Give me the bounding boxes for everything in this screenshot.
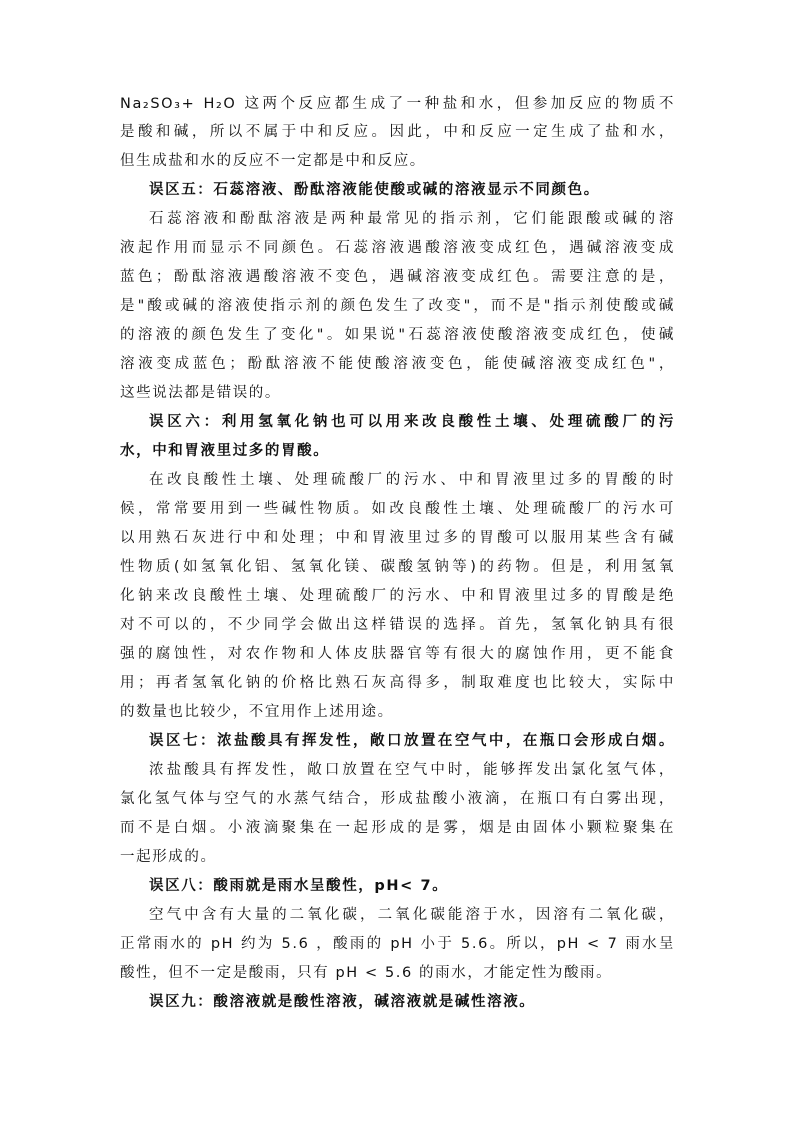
text-line: 正常雨水的 pH 约为 5.6 ，酸雨的 pH 小于 5.6。所以，pH < 7 雨水呈 bbox=[120, 936, 675, 952]
text-line: 化钠来改良酸性土壤、处理硫酸厂的污水、中和胃液里过多的胃酸是绝 bbox=[120, 588, 675, 604]
text-line: 氯化氢气体与空气的水蒸气结合，形成盐酸小液滴，在瓶口有白雾出现， bbox=[120, 791, 675, 807]
section-heading: 误区九：酸溶液就是酸性溶液，碱溶液就是碱性溶液。 bbox=[149, 994, 536, 1010]
text-line: 候，常常要用到一些碱性物质。如改良酸性土壤、处理硫酸厂的污水可 bbox=[120, 501, 675, 517]
text-line: 用；再者氢氧化钠的价格比熟石灰高得多，制取难度也比较大，实际中 bbox=[120, 675, 675, 691]
text-line: 强的腐蚀性，对农作物和人体皮肤器官等有很大的腐蚀作用，更不能食 bbox=[120, 646, 675, 662]
text-line: 以用熟石灰进行中和处理；中和胃液里过多的胃酸可以服用某些含有碱 bbox=[120, 530, 675, 546]
section-heading: 误区六：利用氢氧化钠也可以用来改良酸性土壤、处理硫酸厂的污 bbox=[149, 414, 675, 430]
text-line: 蓝色；酚酞溶液遇酸溶液不变色，遇碱溶液变成红色。需要注意的是， bbox=[120, 269, 675, 285]
text-line: 对不可以的，不少同学会做出这样错误的选择。首先，氢氧化钠具有很 bbox=[120, 617, 675, 633]
section-heading: 误区七：浓盐酸具有挥发性，敞口放置在空气中，在瓶口会形成白烟。 bbox=[149, 733, 675, 749]
text-line: 浓盐酸具有挥发性，敞口放置在空气中时，能够挥发出氯化氢气体， bbox=[149, 762, 675, 778]
text-line: 一起形成的。 bbox=[120, 849, 217, 865]
text-line: 性物质(如氢氧化铝、氢氧化镁、碳酸氢钠等)的药物。但是，利用氢氧 bbox=[120, 559, 675, 575]
section-heading: 误区五：石蕊溶液、酚酞溶液能使酸或碱的溶液显示不同颜色。 bbox=[149, 182, 600, 198]
text-line: 液起作用而显示不同颜色。石蕊溶液遇酸溶液变成红色，遇碱溶液变成 bbox=[120, 240, 675, 256]
text-line: Na₂SO₃+ H₂O 这两个反应都生成了一种盐和水，但参加反应的物质不 bbox=[120, 96, 675, 112]
section-heading: 水，中和胃液里过多的胃酸。 bbox=[120, 443, 330, 459]
text-line: 是"酸或碱的溶液使指示剂的颜色发生了改变"，而不是"指示剂使酸或碱 bbox=[120, 298, 675, 314]
text-line: 酸性，但不一定是酸雨，只有 pH < 5.6 的雨水，才能定性为酸雨。 bbox=[120, 965, 613, 981]
section-heading: 误区八：酸雨就是雨水呈酸性，pH< 7。 bbox=[149, 878, 449, 894]
text-line: 是酸和碱，所以不属于中和反应。因此，中和反应一定生成了盐和水， bbox=[120, 124, 675, 140]
text-line: 而不是白烟。小液滴聚集在一起形成的是雾，烟是由固体小颗粒聚集在 bbox=[120, 820, 675, 836]
text-line: 溶液变成蓝色；酚酞溶液不能使酸溶液变色，能使碱溶液变成红色"， bbox=[120, 356, 675, 372]
text-line: 在改良酸性土壤、处理硫酸厂的污水、中和胃液里过多的胃酸的时 bbox=[149, 472, 675, 488]
text-line: 空气中含有大量的二氧化碳，二氧化碳能溶于水，因溶有二氧化碳， bbox=[149, 907, 675, 923]
text-line: 这些说法都是错误的。 bbox=[120, 385, 281, 401]
text-line: 石蕊溶液和酚酞溶液是两种最常见的指示剂，它们能跟酸或碱的溶 bbox=[149, 211, 675, 227]
text-line: 的溶液的颜色发生了变化"。如果说"石蕊溶液使酸溶液变成红色，使碱 bbox=[120, 327, 675, 343]
text-line: 的数量也比较少，不宜用作上述用途。 bbox=[120, 704, 394, 720]
text-line: 但生成盐和水的反应不一定都是中和反应。 bbox=[120, 153, 426, 169]
